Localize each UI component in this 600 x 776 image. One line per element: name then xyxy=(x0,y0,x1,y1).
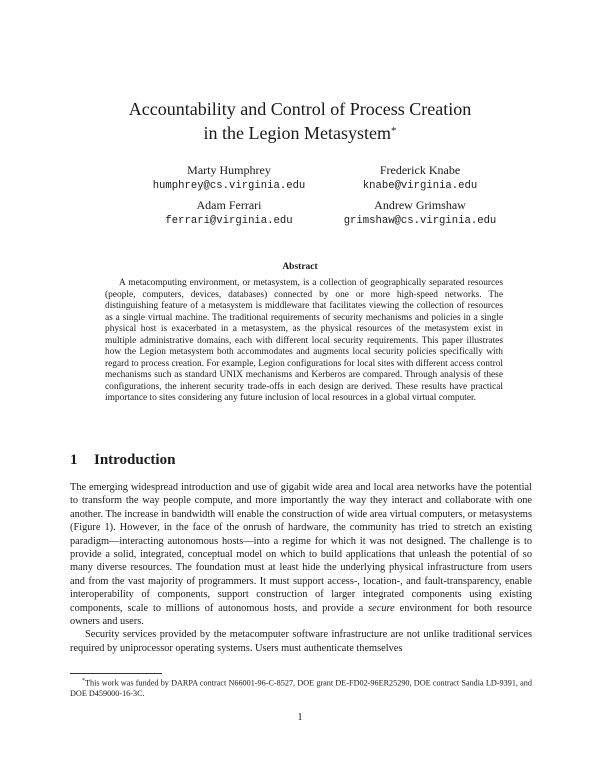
body-paragraph-1: The emerging widespread introduction and use of gigabit wide area and local area networks have the potential to transform the way people compute, and more importantly the way they interact and collaborate with one another. The increase in bandwidth will enable the construction of wide area virtual computers, or metasystems (Figure 1). However, in the face of the onrush of hardware, the community has tried to stretch an existing paradigm—interacting autonomous hosts—into a regime for which it was not designed. The challenge is to provide a solid, integrated, conceptual model on which to build applications that unleash the potential of so many diverse resources. The foundation must at least hide the underlying physical infrastructure from users and from the vast majority of programmers. It must support access-, location-, and fault-transparency, enable interoperability of components, support construction of larger integrated components using existing components, scale to millions of autonomous hosts, and provide a secure environment for both resource owners and users. xyxy=(70,482,532,628)
author-email: ferrari@virginia.edu xyxy=(165,215,293,227)
footnote-text: This work was funded by DARPA contract N66001-96-C-8527, DOE grant DE-FD02-96ER25290, DOE contract Sandia LD-9391, and DOE D459000-16-3C. xyxy=(70,678,532,699)
page-number: 1 xyxy=(297,712,303,723)
emphasis-secure: secure xyxy=(368,602,395,614)
footnote-rule xyxy=(70,673,162,674)
abstract-text: A metacomputing environment, or metasystem, is a collection of geographically separated resources (people, computers, devices, databases) connected by one or more high-speed networks. The distinguishing feature of a metasystem is middleware that facilitates viewing the collection of resources as a single virtual machine. The traditional requirements of security mechanisms and policies in a single physical host is exacerbated in a metasystem, as the physical resources of the metasystem exist in multiple administrative domains, each with different local security requirements. This paper illustrates how the Legion metasystem both accommodates and augments local security policies specifically with regard to process creation. For example, Legion configurations for local sites with different access control mechanisms such as standard UNIX mechanisms and Kerberos are compared. Through analysis of these configurations, the inherent security trade-offs in each design are derived. These results have practical importance to sites considering any future inclusion of local resources in a global virtual computer. xyxy=(105,278,503,404)
paper-title xyxy=(0,97,600,145)
footnote-mark: * xyxy=(82,678,85,684)
title-line-1: Accountability and Control of Process Creation xyxy=(128,99,472,119)
author-email: grimshaw@cs.virginia.edu xyxy=(343,215,497,227)
title-footnote-mark: * xyxy=(390,125,397,137)
author-grimshaw xyxy=(275,197,565,229)
author-name: Frederick Knabe xyxy=(379,163,461,177)
author-knabe xyxy=(275,162,565,194)
author-name: Adam Ferrari xyxy=(196,198,262,212)
footnote xyxy=(70,676,532,700)
body-text xyxy=(70,481,532,655)
title-line-2: in the Legion Metasystem* xyxy=(203,123,397,143)
section-number: 1 xyxy=(70,452,78,468)
author-email: humphrey@cs.virginia.edu xyxy=(152,180,306,192)
section-heading xyxy=(70,452,175,469)
author-name: Marty Humphrey xyxy=(187,163,271,177)
abstract-body xyxy=(105,278,503,405)
section-title: Introduction xyxy=(94,452,176,468)
abstract-heading: Abstract xyxy=(282,262,318,272)
body-paragraph-2: Security services provided by the metacomputer software infrastructure are not unlike traditional services required by uniprocessor operating systems. Users must authenticate themselves xyxy=(70,629,532,654)
author-email: knabe@virginia.edu xyxy=(362,180,478,192)
author-name: Andrew Grimshaw xyxy=(374,198,466,212)
